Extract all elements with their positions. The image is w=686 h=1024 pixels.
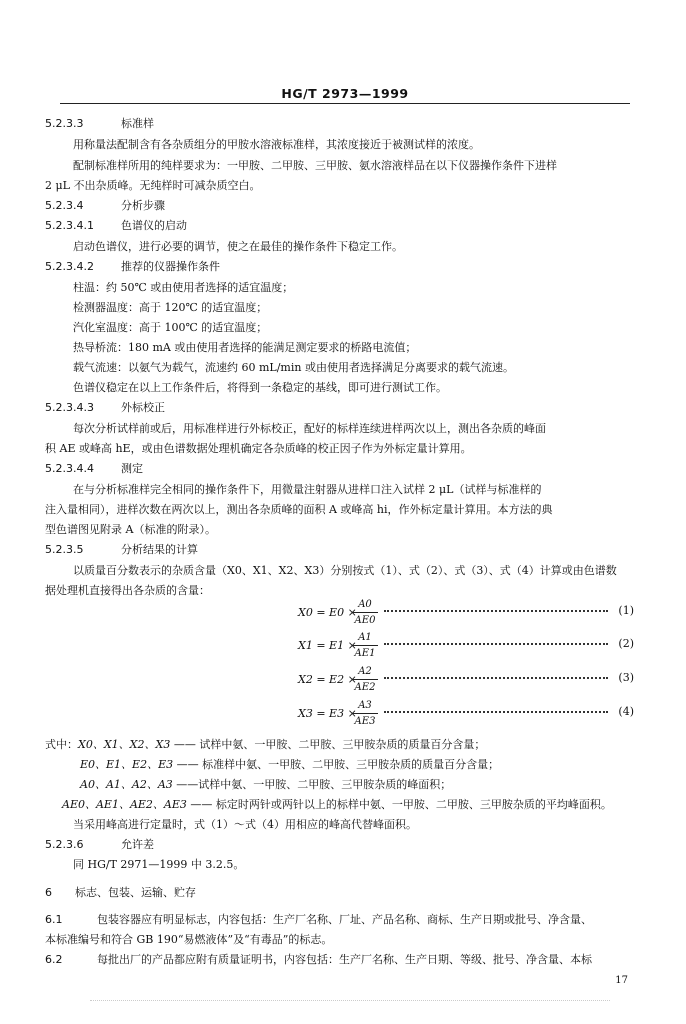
formula-fraction	[352, 631, 378, 660]
section-number: 5.2.3.4.3	[45, 401, 94, 414]
section-title: 分析步骤	[121, 199, 165, 212]
section-5-2-3-4-4-heading	[45, 461, 143, 477]
equation-number: (4)	[618, 705, 634, 718]
section-title: 色谱仪的启动	[121, 219, 187, 232]
formula-lhs: X2 = E2 ×	[298, 673, 357, 686]
leader-dots	[384, 610, 608, 612]
clause-number: 6.2	[45, 953, 63, 966]
section-5-2-3-5-heading	[45, 542, 198, 558]
chapter-number: 6	[45, 886, 52, 899]
section-number: 5.2.3.3	[45, 117, 84, 130]
section-5-2-3-4-3-heading	[45, 400, 165, 416]
clause-number: 6.1	[45, 913, 63, 926]
fraction-bar	[352, 679, 378, 680]
paragraph: 以质量百分数表示的杂质含量（X0、X1、X2、X3）分别按式（1）、式（2）、式（3）、式（4）计算或由色谱数	[73, 564, 617, 577]
chapter-6-heading	[45, 885, 196, 901]
condition-item: 汽化室温度：高于 100℃ 的适宜温度；	[73, 321, 268, 334]
formula-lhs: X1 = E1 ×	[298, 639, 357, 652]
section-title: 外标校正	[121, 401, 165, 414]
condition-item: 色谱仪稳定在以上工作条件后，将得到一条稳定的基线，即可进行测试工作。	[73, 381, 447, 394]
equation-number: (1)	[618, 604, 634, 617]
legend-note: 当采用峰高进行定量时，式（1）～式（4）用相应的峰高代替峰面积。	[73, 818, 417, 831]
formula-lhs: X0 = E0 ×	[298, 606, 357, 619]
legend-row	[62, 797, 612, 813]
fraction-numerator: A3	[358, 700, 372, 711]
legend-symbol: A0、A1、A2、A3	[80, 778, 173, 791]
fraction-numerator: A2	[358, 666, 372, 677]
formula-fraction	[352, 598, 378, 627]
section-title: 推荐的仪器操作条件	[121, 260, 220, 273]
fraction-numerator: A1	[358, 632, 372, 643]
header-rule	[60, 103, 630, 104]
section-number: 5.2.3.6	[45, 838, 84, 851]
paragraph: 在与分析标准样完全相同的操作条件下，用微量注射器从进样口注入试样 2 μL（试样与标准样的	[73, 483, 542, 496]
leader-dots	[384, 677, 608, 679]
paragraph-continued: 积 AE 或峰高 hE，或由色谱数据处理机确定各杂质峰的校正因子作为外标定量计算用。	[45, 442, 472, 455]
fraction-bar	[352, 645, 378, 646]
leader-dots	[384, 711, 608, 713]
condition-item: 载气流速：以氨气为载气，流速约 60 mL/min 或由使用者选择满足分离要求的载气流速。	[73, 361, 514, 374]
clause-6-1	[45, 912, 592, 928]
paragraph: 启动色谱仪，进行必要的调节，使之在最佳的操作条件下稳定工作。	[73, 240, 403, 253]
section-5-2-3-4-2-heading	[45, 259, 220, 275]
paragraph: 每次分析试样前或后，用标准样进行外标校正，配好的标样连续进样两次以上，测出各杂质的峰面	[73, 422, 546, 435]
section-number: 5.2.3.4.4	[45, 462, 94, 475]
formula-2	[298, 631, 634, 663]
paragraph: 配制标准样所用的纯样要求为：一甲胺、二甲胺、三甲胺、氨水溶液样品在以下仪器操作条件下进样	[73, 159, 557, 172]
section-5-2-3-4-heading	[45, 198, 165, 214]
condition-item: 柱温：约 50℃ 或由使用者选择的适宜温度；	[73, 281, 294, 294]
paragraph-continued: 注入量相同），进样次数在两次以上，测出各杂质峰的面积 A 或峰高 hi，作外标定量计算用。本方法的典	[45, 503, 553, 516]
legend-symbol: E0、E1、E2、E3 ——	[80, 758, 199, 771]
legend-description: 标准样中氨、一甲胺、二甲胺、三甲胺杂质的质量百分含量；	[202, 758, 500, 771]
legend-row	[45, 737, 485, 753]
legend-row	[80, 777, 451, 793]
section-title: 分析结果的计算	[121, 543, 198, 556]
scan-edge	[90, 1000, 610, 1001]
formula-1	[298, 598, 634, 630]
clause-text: 每批出厂的产品都应附有质量证明书，内容包括：生产厂名称、生产日期、等级、批号、净含量、本标	[97, 953, 592, 966]
fraction-denominator: AE2	[354, 682, 376, 693]
condition-item: 检测器温度：高于 120℃ 的适宜温度；	[73, 301, 268, 314]
legend-lead: 式中：	[45, 738, 78, 751]
paragraph-continued: 型色谱图见附录 A（标准的附录）。	[45, 523, 216, 536]
fraction-bar	[352, 612, 378, 613]
section-title: 标准样	[121, 117, 154, 130]
legend-description: 试样中氨、一甲胺、二甲胺、三甲胺杂质的质量百分含量；	[199, 738, 486, 751]
fraction-denominator: AE1	[354, 648, 376, 659]
equation-number: (2)	[618, 637, 634, 650]
equation-number: (3)	[618, 671, 634, 684]
paragraph-continued: 本标准编号和符合 GB 190“易燃液体”及“有毒品”的标志。	[45, 933, 333, 946]
legend-symbol: X0、X1、X2、X3 ——	[78, 738, 196, 751]
formula-lhs: X3 = E3 ×	[298, 707, 357, 720]
legend-row	[80, 757, 499, 773]
paragraph-continued: 2 μL 不出杂质峰。无纯样时可减杂质空白。	[45, 179, 261, 192]
chapter-title: 标志、包装、运输、贮存	[75, 886, 196, 899]
section-title: 允许差	[121, 838, 154, 851]
formula-fraction	[352, 665, 378, 694]
condition-item: 热导桥流：180 mA 或由使用者选择的能满足测定要求的桥路电流值；	[73, 341, 417, 354]
fraction-numerator: A0	[358, 599, 372, 610]
page-header: HG/T 2973—1999	[281, 86, 409, 101]
clause-text: 包装容器应有明显标志，内容包括：生产厂名称、厂址、产品名称、商标、生产日期或批号、净含量、	[97, 913, 592, 926]
section-number: 5.2.3.5	[45, 543, 84, 556]
section-title: 测定	[121, 462, 143, 475]
legend-description: ——试样中氨、一甲胺、二甲胺、三甲胺杂质的峰面积；	[176, 778, 452, 791]
legend-symbol: AE0、AE1、AE2、AE3 ——	[62, 798, 213, 811]
section-5-2-3-4-1-heading	[45, 218, 187, 234]
paragraph-continued: 据处理机直接得出各杂质的含量：	[45, 584, 210, 597]
leader-dots	[384, 643, 608, 645]
fraction-denominator: AE3	[354, 716, 376, 727]
formula-3	[298, 665, 634, 697]
fraction-denominator: AE0	[354, 615, 376, 626]
section-5-2-3-6-heading	[45, 837, 154, 853]
clause-6-2	[45, 952, 592, 968]
section-5-2-3-3-heading	[45, 116, 154, 132]
page-number: 17	[615, 975, 628, 986]
section-number: 5.2.3.4.1	[45, 219, 94, 232]
paragraph: 用称量法配制含有各杂质组分的甲胺水溶液标准样，其浓度接近于被测试样的浓度。	[73, 138, 480, 151]
formula-4	[298, 699, 634, 731]
paragraph: 同 HG/T 2971—1999 中 3.2.5。	[73, 858, 245, 871]
legend-description: 标定时两针或两针以上的标样中氨、一甲胺、二甲胺、三甲胺杂质的平均峰面积。	[215, 798, 612, 811]
formula-fraction	[352, 699, 378, 728]
fraction-bar	[352, 713, 378, 714]
section-number: 5.2.3.4	[45, 199, 84, 212]
section-number: 5.2.3.4.2	[45, 260, 94, 273]
